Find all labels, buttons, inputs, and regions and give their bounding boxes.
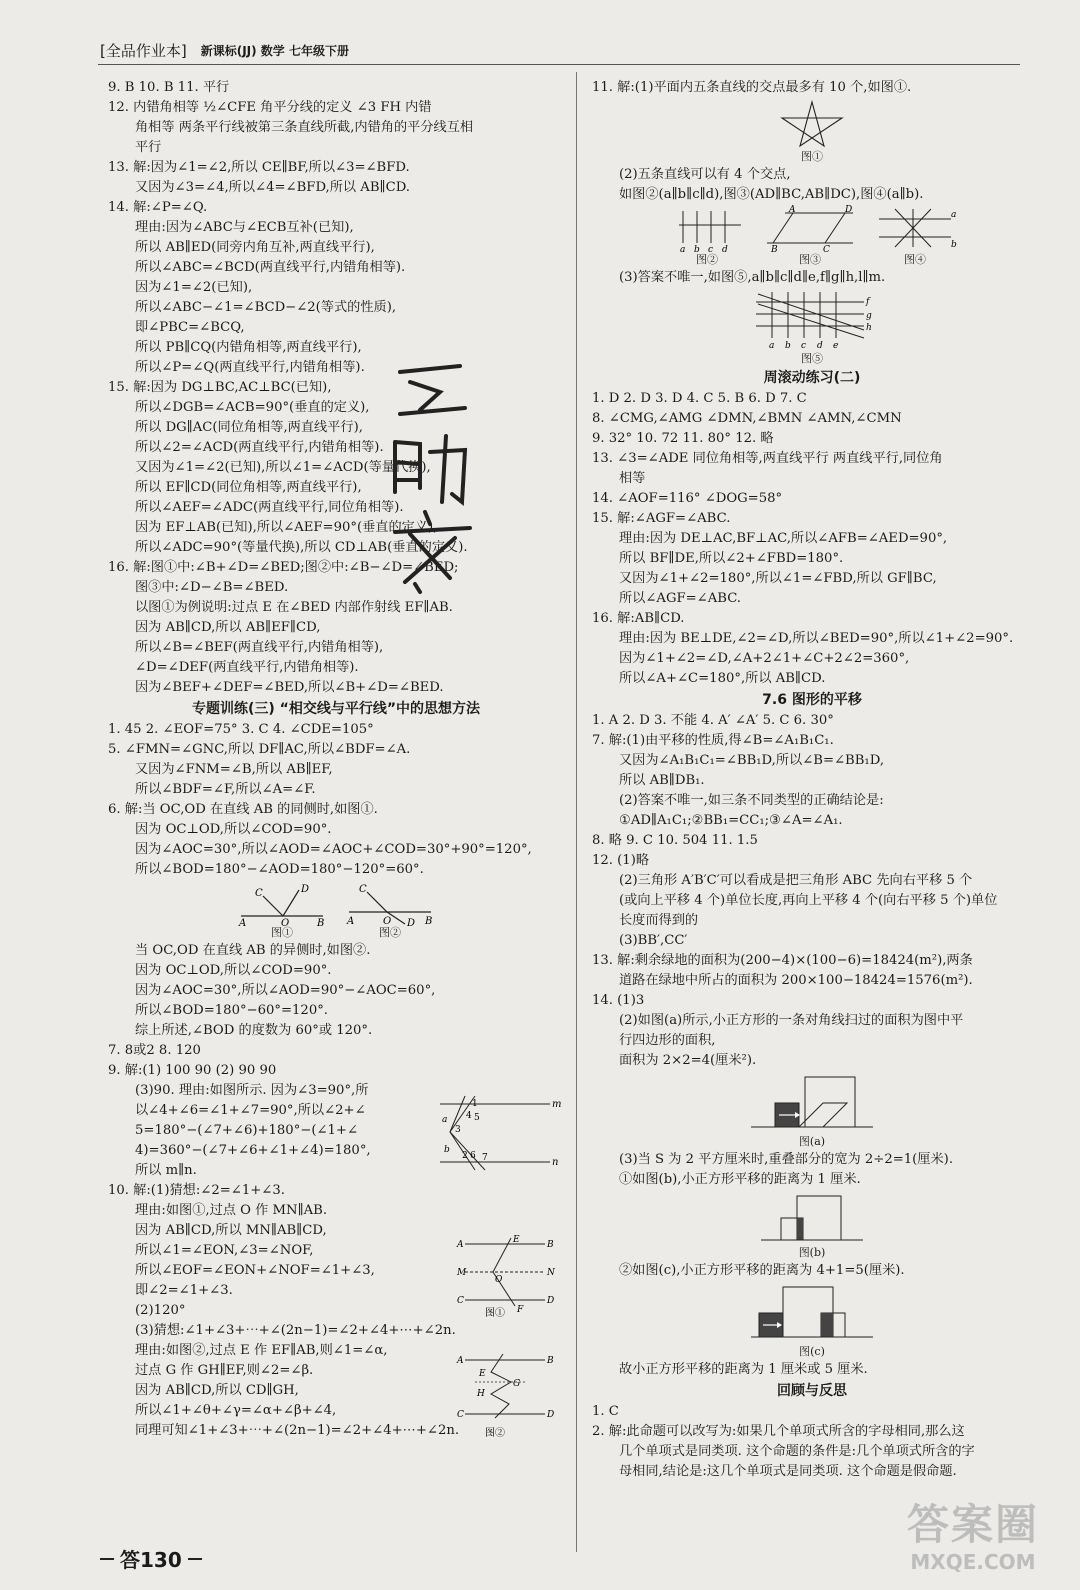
parallel-lines-figure-q10-1 [455, 1236, 555, 1318]
right-answers-a [592, 78, 1032, 98]
square-translation-figure-c [747, 1283, 877, 1345]
answer-line: 理由:因为∠ABC与∠ECB互补(已知), [135, 220, 354, 235]
svg-text:B: B [547, 1356, 554, 1366]
header-rule [98, 64, 1020, 65]
svg-text:d: d [722, 245, 728, 255]
svg-text:A: A [347, 916, 355, 927]
answer-line: 因为∠BEF+∠DEF=∠BED,所以∠B+∠D=∠BED. [135, 680, 444, 695]
right-answers-h [592, 1360, 1032, 1380]
answer-line: (3)答案不唯一,如图⑤,a∥b∥c∥d∥e,f∥g∥h,l∥m. [619, 270, 886, 285]
answer-line: 当 OC,OD 在直线 AB 的异侧时,如图②. [135, 943, 371, 958]
answer-line: 所以∠BOD=180°−60°=120°. [135, 1003, 328, 1018]
svg-text:B: B [547, 1240, 554, 1250]
figure-row-q11 [592, 207, 1032, 266]
answer-line: 所以∠AGF=∠ABC. [619, 591, 742, 606]
answer-line: (2)五条直线可以有 4 个交点, [619, 167, 791, 182]
svg-text:A: A [789, 205, 796, 215]
svg-text:A: A [457, 1240, 464, 1250]
svg-text:4: 4 [466, 1111, 472, 1121]
answer-line: 6. 解:当 OC,OD 在直线 AB 的同侧时,如图①. [108, 802, 378, 817]
answer-line: ②如图(c),小正方形平移的距离为 4+1=5(厘米). [619, 1263, 905, 1278]
figure-caption: 图⑤ [801, 352, 823, 365]
answer-line: 所以∠EOF=∠EON+∠NOF=∠1+∠3, [135, 1263, 375, 1278]
answer-line: 14. (1)3 [592, 993, 645, 1008]
answer-line: 面积为 2×2=4(厘米²). [619, 1053, 757, 1068]
svg-text:d: d [817, 341, 823, 351]
answer-line: 以图①为例说明:过点 E 在∠BED 内部作射线 EF∥AB. [135, 600, 453, 615]
answer-line: (2)如图(a)所示,小正方形的一条对角线扫过的面积为图中平 [619, 1013, 964, 1028]
svg-text:c: c [801, 341, 807, 351]
book-title: [全品作业本] [100, 42, 187, 60]
column-divider [576, 72, 577, 1552]
answer-line: (2)三角形 A′B′C′可以看成是把三角形 ABC 先向右平移 5 个 [619, 873, 973, 888]
section-title-review: 回顾与反思 [777, 1383, 847, 1399]
answer-line: 10. 解:(1)猜想:∠2=∠1+∠3. [108, 1183, 285, 1198]
parallelogram-figure [765, 207, 855, 253]
answer-line: 所以∠DGB=∠ACB=90°(垂直的定义), [135, 400, 370, 415]
svg-text:g: g [866, 311, 872, 321]
footer-dash [100, 1558, 114, 1560]
answer-line: ①如图(b),小正方形平移的距离为 1 厘米. [619, 1172, 861, 1187]
svg-text:3: 3 [455, 1125, 461, 1135]
svg-text:E: E [513, 1235, 520, 1245]
answer-line: 所以 BF∥DE,所以∠2+∠FBD=180°. [619, 551, 844, 566]
answer-line: 故小正方形平移的距离为 1 厘米或 5 厘米. [619, 1362, 868, 1377]
right-answers-f [592, 1150, 1032, 1190]
svg-text:a: a [680, 245, 686, 255]
svg-text:A: A [239, 918, 247, 929]
answer-line: 8. 略 9. C 10. 504 11. 1.5 [592, 833, 758, 848]
svg-text:H: H [477, 1389, 485, 1399]
answer-line: 9. 解:(1) 100 90 (2) 90 90 [108, 1063, 277, 1078]
answer-line: 图③中:∠D−∠B=∠BED. [135, 580, 289, 595]
svg-text:A: A [457, 1356, 464, 1366]
answer-line: 理由:如图①,过点 O 作 MN∥AB. [135, 1203, 328, 1218]
svg-text:G: G [513, 1379, 521, 1389]
answer-line: 以∠4+∠6=∠1+∠7=90°,所以∠2+∠ [135, 1103, 366, 1118]
answer-line: 所以∠AEF=∠ADC(两直线平行,同位角相等). [135, 500, 404, 515]
svg-text:a: a [442, 1115, 448, 1125]
answer-line: 所以 PB∥CQ(内错角相等,两直线平行), [135, 340, 362, 355]
answer-line: 所以∠BOD=180°−∠AOD=180°−120°=60°. [135, 862, 424, 877]
answer-line: 道路在绿地中所占的面积为 200×100−18424=1576(m²). [619, 973, 973, 988]
answer-line: 理由:因为 BE⊥DE,∠2=∠D,所以∠BED=90°,所以∠1+∠2=90°. [619, 631, 1014, 646]
answer-line: 长度而得到的 [619, 913, 699, 928]
page-footer [100, 1544, 202, 1573]
answer-line: 因为∠1=∠2(已知), [135, 280, 253, 295]
svg-text:a: a [769, 341, 775, 351]
svg-text:5: 5 [474, 1113, 480, 1123]
five-lines-star-figure [774, 100, 850, 150]
answer-line: 所以 AB∥ED(同旁内角互补,两直线平行), [135, 240, 375, 255]
svg-text:C: C [359, 884, 367, 895]
answer-line: ∠D=∠DEF(两直线平行,内错角相等). [135, 660, 359, 675]
answer-line: 13. 解:剩余绿地的面积为(200−4)×(100−6)=18424(m²),两条 [592, 953, 973, 968]
watermark-text: 答案圈 [906, 1500, 1039, 1549]
figure-b [592, 1192, 1032, 1259]
square-translation-figure-a [747, 1073, 877, 1135]
answer-line: 又因为∠1+∠2=180°,所以∠1=∠FBD,所以 GF∥BC, [619, 571, 937, 586]
answer-line: (3)BB′,CC′ [619, 933, 688, 948]
answer-line: ①AD∥A₁C₁;②BB₁=CC₁;③∠A=∠A₁. [619, 813, 843, 828]
answer-line: 4)=360°−(∠7+∠6+∠1+∠4)=180°, [135, 1143, 371, 1158]
right-column [592, 78, 1032, 1482]
answer-line: 11. 解:(1)平面内五条直线的交点最多有 10 个,如图①. [592, 80, 912, 95]
answer-line: 14. 解:∠P=∠Q. [108, 200, 208, 215]
figure-caption: 图① [801, 150, 823, 163]
answer-line: 因为∠AOC=30°,所以∠AOD=∠AOC+∠COD=30°+90°=120°, [135, 842, 532, 857]
figure-five [592, 290, 1032, 365]
answer-line: 14. ∠AOF=116° ∠DOG=58° [592, 491, 783, 506]
answer-line: 因为 AB∥CD,所以 MN∥AB∥CD, [135, 1223, 327, 1238]
answer-line: 所以∠A+∠C=180°,所以 AB∥CD. [619, 671, 826, 686]
answer-line: 2. 解:此命题可以改写为:如果几个单项式所含的字母相同,那么这 [592, 1424, 965, 1439]
answer-line: 1. C [592, 1404, 619, 1419]
svg-text:B: B [425, 916, 433, 927]
footer-dash [188, 1558, 202, 1560]
answer-line: 所以∠1=∠EON,∠3=∠NOF, [135, 1243, 314, 1258]
answer-line: (3)猜想:∠1+∠3+⋯+∠(2n−1)=∠2+∠4+⋯+∠2n. [135, 1323, 456, 1338]
svg-text:B: B [771, 245, 778, 255]
right-answers-b [592, 165, 1032, 205]
svg-text:D: D [547, 1410, 555, 1420]
figure-caption: 图① [271, 926, 293, 939]
svg-text:b: b [951, 240, 957, 250]
right-answers-d [592, 389, 1032, 689]
svg-text:7: 7 [482, 1153, 488, 1163]
answer-line: 理由:因为 DE⊥AC,BF⊥AC,所以∠AFB=∠AED=90°, [619, 531, 948, 546]
parallel-lines-figure-q9 [420, 1092, 560, 1172]
square-translation-figure-b [757, 1192, 867, 1246]
answer-line: 角相等 两条平行线被第三条直线所截,内错角的平分线互相 [135, 120, 474, 135]
svg-text:f: f [866, 297, 870, 307]
svg-text:2: 2 [462, 1151, 468, 1161]
svg-text:D: D [845, 205, 853, 215]
svg-text:1: 1 [472, 1099, 478, 1109]
answer-line: (3)90. 理由:如图所示. 因为∠3=90°,所 [135, 1083, 369, 1098]
two-parallel-three-lines-figure [875, 207, 955, 253]
answer-line: 如图②(a∥b∥c∥d),图③(AD∥BC,AB∥DC),图④(a∥b). [619, 187, 924, 202]
answer-line: 所以∠1+∠θ+∠γ=∠α+∠β+∠4, [135, 1403, 337, 1418]
answer-line: 15. 解:∠AGF=∠ABC. [592, 511, 731, 526]
svg-text:C: C [823, 245, 830, 255]
answer-line: 8. ∠CMG,∠AMG ∠DMN,∠BMN ∠AMN,∠CMN [592, 411, 902, 426]
answer-line: 因为∠AOC=30°,所以∠AOD=90°−∠AOC=60°, [135, 983, 436, 998]
section-title-topic3: 专题训练(三) “相交线与平行线”中的思想方法 [191, 701, 481, 717]
answer-line: 1. 45 2. ∠EOF=75° 3. C 4. ∠CDE=105° [108, 722, 374, 737]
answer-line: 5. ∠FMN=∠GNC,所以 DF∥AC,所以∠BDF=∠A. [108, 742, 411, 757]
answer-line: 所以 DG∥AC(同位角相等,两直线平行), [135, 420, 363, 435]
answer-line: 因为 EF⊥AB(已知),所以∠AEF=90°(垂直的定义), [135, 520, 438, 535]
answer-line: 理由:如图②,过点 E 作 EF∥AB,则∠1=∠α, [135, 1343, 388, 1358]
parallel-lines-figure-q10-2 [455, 1352, 555, 1442]
figure-caption: 图③ [799, 253, 821, 266]
figure-caption: 图(c) [799, 1345, 825, 1358]
answer-line: 1. D 2. D 3. D 4. C 5. B 6. D 7. C [592, 391, 807, 406]
right-answers-i [592, 1402, 1032, 1482]
svg-text:E: E [479, 1369, 486, 1379]
page-header [100, 40, 349, 61]
answer-line: 平行 [135, 140, 162, 155]
svg-text:D: D [407, 918, 416, 929]
answer-line: 9. 32° 10. 72 11. 80° 12. 略 [592, 431, 774, 446]
svg-text:O: O [383, 916, 392, 927]
answer-line: 即∠PBC=∠BCQ, [135, 320, 245, 335]
svg-text:m: m [552, 1099, 562, 1110]
answer-line: 12. 内错角相等 ½∠CFE 角平分线的定义 ∠3 FH 内错 [108, 100, 432, 115]
answer-line: 所以 EF∥CD(同位角相等,两直线平行), [135, 480, 362, 495]
svg-text:D: D [547, 1296, 555, 1306]
answer-line: 同理可知∠1+∠3+⋯+∠(2n−1)=∠2+∠4+⋯+∠2n. [135, 1423, 460, 1438]
right-answers-g [592, 1261, 1032, 1281]
answer-line: (3)当 S 为 2 平方厘米时,重叠部分的宽为 2÷2=1(厘米). [619, 1152, 954, 1167]
book-meta: 新课标(JJ) 数学 七年级下册 [200, 44, 349, 58]
answer-line: 7. 8或2 8. 120 [108, 1043, 201, 1058]
answer-line: 12. (1)略 [592, 853, 650, 868]
answer-line: 所以∠BDF=∠F,所以∠A=∠F. [135, 782, 316, 797]
figure-caption: 图(b) [798, 1246, 826, 1259]
svg-text:C: C [255, 888, 263, 899]
section-title-translation: 7.6 图形的平移 [762, 692, 862, 708]
handwritten-note-image [370, 352, 510, 592]
answer-line: 所以∠ADC=90°(等量代换),所以 CD⊥AB(垂直的定义). [135, 540, 468, 555]
figure-caption: 图④ [904, 253, 926, 266]
svg-text:O: O [281, 918, 290, 929]
answer-line: (2)答案不唯一,如三条不同类型的正确结论是: [619, 793, 884, 808]
answer-line: 过点 G 作 GH∥EF,则∠2=∠β. [135, 1363, 314, 1378]
answer-line: 因为 OC⊥OD,所以∠COD=90°. [135, 963, 332, 978]
answer-line: 因为 OC⊥OD,所以∠COD=90°. [135, 822, 332, 837]
answer-line: 所以 m∥n. [135, 1163, 197, 1178]
section-title-weekly-review: 周滚动练习(二) [763, 370, 861, 386]
parallel-four-lines-figure [669, 207, 745, 253]
answer-line: 行四边形的面积, [619, 1033, 716, 1048]
figure-star [592, 100, 1032, 163]
svg-text:a: a [951, 210, 957, 220]
watermark-url: MXQE.COM [910, 1550, 1036, 1574]
figure-a [592, 1073, 1032, 1148]
svg-text:b: b [694, 245, 700, 255]
answer-line: 13. ∠3=∠ADE 同位角相等,两直线平行 两直线平行,同位角 [592, 451, 943, 466]
angle-figure-1 [237, 882, 327, 929]
figure-caption: 图(a) [798, 1135, 826, 1148]
answer-line: 所以∠ABC=∠BCD(两直线平行,内错角相等). [135, 260, 406, 275]
answer-line: 又因为∠3=∠4,所以∠4=∠BFD,所以 AB∥CD. [135, 180, 410, 195]
svg-text:M: M [457, 1268, 467, 1278]
answer-line: 相等 [619, 471, 646, 486]
answer-line: (或向上平移 4 个)单位长度,再向上平移 4 个(向右平移 5 个)单位 [619, 893, 998, 908]
answer-line: 母相同,结论是:这几个单项式是同类项. 这个命题是假命题. [619, 1464, 957, 1479]
answer-line: (2)120° [135, 1303, 186, 1318]
answer-line: 几个单项式是同类项. 这个命题的条件是:几个单项式所含的字 [619, 1444, 975, 1459]
answer-line: 所以∠ABC−∠1=∠BCD−∠2(等式的性质), [135, 300, 397, 315]
answer-line: 7. 解:(1)由平移的性质,得∠B=∠A₁B₁C₁. [592, 733, 834, 748]
answer-line: 16. 解:AB∥CD. [592, 611, 685, 626]
answer-line: 1. A 2. D 3. 不能 4. A′ ∠A′ 5. C 6. 30° [592, 713, 834, 728]
answer-line: 综上所述,∠BOD 的度数为 60°或 120°. [135, 1023, 373, 1038]
answer-line: 13. 解:因为∠1=∠2,所以 CE∥BF,所以∠3=∠BFD. [108, 160, 410, 175]
figure-row-q6 [108, 882, 564, 939]
answer-line: 所以 AB∥DB₁. [619, 773, 705, 788]
answer-line: 5=180°−(∠7+∠6)+180°−(∠1+∠ [135, 1123, 359, 1138]
answer-line: 又因为∠A₁B₁C₁=∠BB₁D,所以∠B=∠BB₁D, [619, 753, 885, 768]
grid-lines-figure [752, 290, 872, 352]
svg-text:C: C [457, 1410, 464, 1420]
svg-text:c: c [708, 245, 714, 255]
answer-line: 所以∠P=∠Q(两直线平行,内错角相等). [135, 360, 365, 375]
svg-text:图②: 图② [485, 1428, 505, 1439]
answer-line: 即∠2=∠1+∠3. [135, 1283, 233, 1298]
svg-text:D: D [301, 884, 310, 895]
svg-text:h: h [866, 323, 872, 333]
svg-text:b: b [785, 341, 791, 351]
right-answers-e [592, 711, 1032, 1071]
svg-text:b: b [444, 1145, 450, 1155]
right-answers-c [592, 268, 1032, 288]
svg-text:F: F [517, 1305, 524, 1315]
svg-text:B: B [317, 918, 325, 929]
svg-text:n: n [552, 1157, 559, 1168]
angle-figure-2 [345, 882, 435, 929]
answer-line: 因为 AB∥CD,所以 CD∥GH, [135, 1383, 299, 1398]
svg-text:e: e [833, 341, 839, 351]
site-watermark [888, 1500, 1058, 1574]
answer-line: 因为∠1+∠2=∠D,∠A+2∠1+∠C+2∠2=360°, [619, 651, 910, 666]
figure-c [592, 1283, 1032, 1358]
answer-line: 又因为∠FNM=∠B,所以 AB∥EF, [135, 762, 333, 777]
answer-line: 所以∠B=∠BEF(两直线平行,内错角相等), [135, 640, 384, 655]
page-number: 答130 [120, 1548, 182, 1572]
left-answers-b [108, 720, 564, 880]
answer-line: 所以∠2=∠ACD(两直线平行,内错角相等). [135, 440, 384, 455]
answer-line: 又因为∠1=∠2(已知),所以∠1=∠ACD(等量代换), [135, 460, 431, 475]
svg-text:6: 6 [470, 1151, 476, 1161]
answer-line: 15. 解:因为 DG⊥BC,AC⊥BC(已知), [108, 380, 332, 395]
figure-caption: 图② [696, 253, 718, 266]
answer-line: 9. B 10. B 11. 平行 [108, 80, 230, 95]
answer-line: 16. 解:图①中:∠B+∠D=∠BED;图②中:∠B−∠D=∠BED; [108, 560, 459, 575]
svg-text:N: N [547, 1268, 555, 1278]
svg-text:C: C [457, 1296, 464, 1306]
svg-text:图①: 图① [485, 1308, 505, 1319]
svg-text:O: O [495, 1275, 503, 1285]
figure-caption: 图② [379, 926, 401, 939]
answer-line: 因为 AB∥CD,所以 AB∥EF∥CD, [135, 620, 321, 635]
